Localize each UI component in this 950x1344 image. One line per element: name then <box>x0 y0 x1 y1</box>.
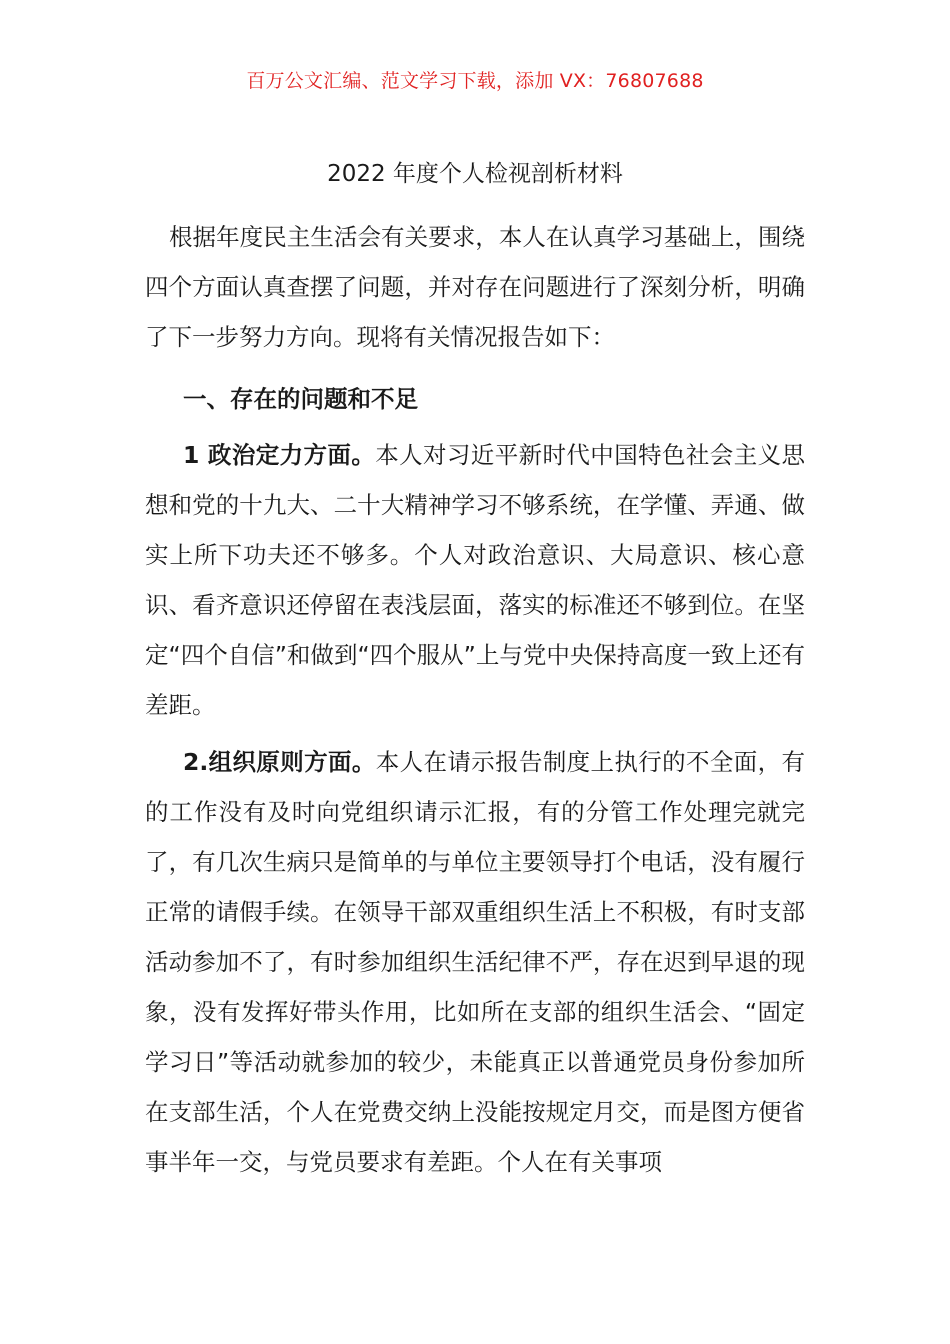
item-text: 本人对习近平新时代中国特色社会主义思想和党的十九大、二十大精神学习不够系统，在学懂、弄通、做实上所下功夫还不够多。个人对政治意识、大局意识、核心意识、看齐意识还停留在表浅层面，落实的标准还不够到位。在坚定“四个自信”和做到“四个服从”上与党中央保持高度一致上还有差距。 <box>145 441 805 719</box>
item-paragraph-political <box>145 430 805 730</box>
item-paragraph-organization <box>145 737 805 1187</box>
page-title: 2022 年度个人检视剖析材料 <box>327 161 623 187</box>
section-heading: 一、存在的问题和不足 <box>183 385 418 413</box>
item-label: 2.组织原则方面。 <box>183 748 376 776</box>
item-label: 1 政治定力方面。 <box>183 441 376 469</box>
intro-paragraph: 根据年度民主生活会有关要求，本人在认真学习基础上，围绕四个方面认真查摆了问题，并对存在问题进行了深刻分析，明确了下一步努力方向。现将有关情况报告如下： <box>145 223 805 351</box>
header-banner: 百万公文汇编、范文学习下载，添加 VX：76807688 <box>246 70 704 92</box>
item-text: 本人在请示报告制度上执行的不全面，有的工作没有及时向党组织请示汇报，有的分管工作处理完就完了，有几次生病只是简单的与单位主要领导打个电话，没有履行正常的请假手续。在领导干部双重组织生活上不积极，有时支部活动参加不了，有时参加组织生活纪律不严，存在迟到早退的现象，没有发挥好带头作用，比如所在支部的组织生活会、“固定学习日”等活动就参加的较少，未能真正以普通党员身份参加所在支部生活，个人在党费交纳上没能按规定月交，而是图方便省事半年一交，与党员要求有差距。个人在有关事项 <box>145 748 806 1176</box>
